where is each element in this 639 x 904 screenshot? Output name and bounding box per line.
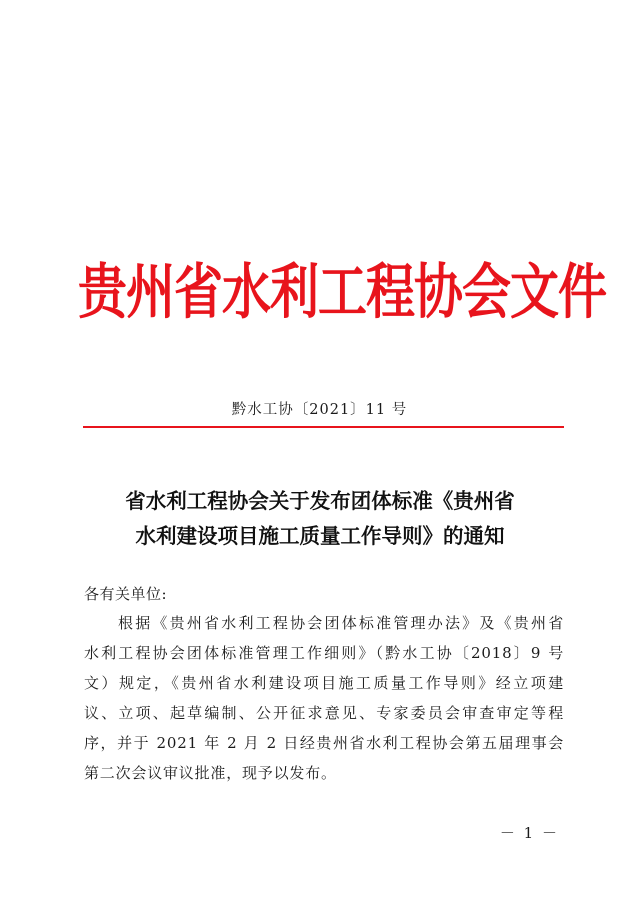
notice-title: [70, 484, 570, 554]
document-number: 黔水工协〔2021〕11 号: [231, 402, 408, 418]
notice-title-line-1: 省水利工程协会关于发布团体标准《贵州省: [125, 489, 515, 513]
red-divider-line: [83, 426, 564, 428]
body-line-5: 序，并于 2021 年 2 月 2 日经贵州省水利工程协会第五届理事会: [84, 734, 564, 752]
body-paragraph: [84, 608, 564, 788]
issuing-organization-title: 贵州省水利工程协会文件: [78, 257, 607, 328]
body-line-2: 水利工程协会团体标准管理工作细则》（黔水工协〔2018〕9 号: [84, 644, 564, 662]
notice-title-line-2: 水利建设项目施工质量工作导则》的通知: [135, 524, 505, 548]
body-line-3: 文）规定，《贵州省水利建设项目施工质量工作导则》经立项建: [84, 674, 564, 692]
salutation: 各有关单位:: [84, 585, 168, 603]
page-number: － 1 －: [499, 824, 559, 842]
body-line-1: 根据《贵州省水利工程协会团体标准管理办法》及《贵州省: [118, 614, 564, 632]
body-line-4: 议、立项、起草编制、公开征求意见、专家委员会审查审定等程: [84, 704, 564, 722]
body-line-6: 第二次会议审议批准，现予以发布。: [84, 764, 337, 782]
